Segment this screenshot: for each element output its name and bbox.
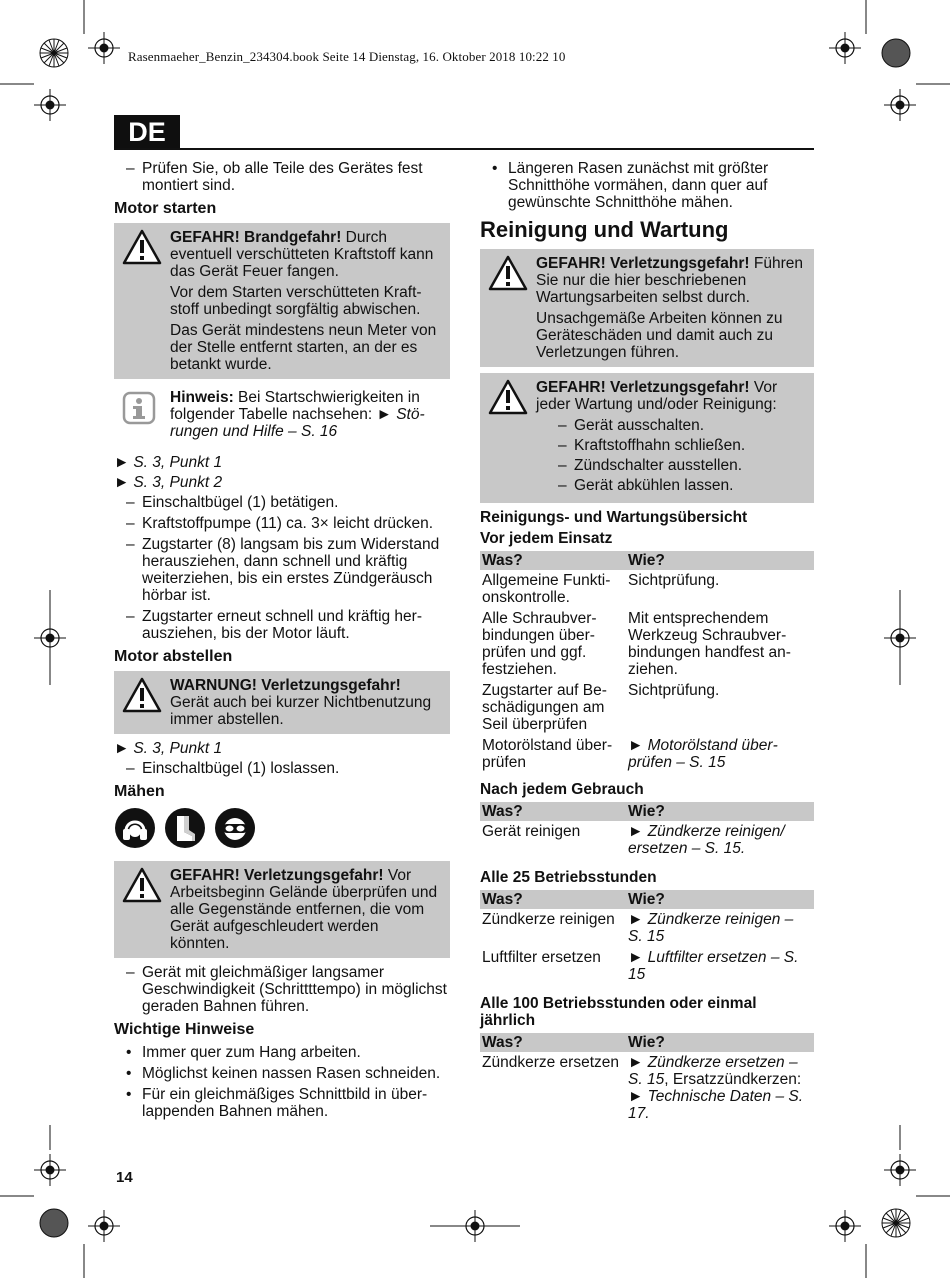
- ppe-icons: [114, 807, 450, 849]
- table-row: [480, 608, 814, 680]
- table-cell: Motorölstand überprüfen: [482, 737, 613, 771]
- warning-label: WARNUNG! Verletzungsgefahr!: [170, 677, 401, 694]
- safety-boots-icon: [164, 807, 206, 849]
- danger-text: Vor dem Starten verschütteten Kraftstoff unbedingt sorgfältig abwischen.: [170, 284, 422, 318]
- subheading-every-25-hours: Alle 25 Betriebsstunden: [480, 869, 657, 886]
- right-column: [480, 160, 814, 1128]
- column-header-how: Wie?: [626, 802, 814, 821]
- cross-reference-link[interactable]: Zündkerze reinigen/ ersetzen – S. 15.: [628, 823, 785, 857]
- cross-reference-link[interactable]: S. 3, Punkt 1: [133, 740, 223, 757]
- list-item: – Kraftstoffpumpe (11) ca. 3× leicht drücken.: [114, 515, 450, 532]
- list-item: – Einschaltbügel (1) betätigen.: [114, 494, 450, 511]
- table-cell: Zündkerze ersetzen: [482, 1054, 619, 1071]
- warning-triangle-icon: [122, 867, 162, 903]
- section-title: Reinigung und Wartung: [480, 217, 729, 242]
- table-cell-reference[interactable]: [626, 821, 814, 859]
- list-item: – Gerät ausschalten.: [546, 417, 806, 434]
- column-header-what: Was?: [480, 551, 626, 570]
- list-item: • Immer quer zum Hang arbeiten.: [114, 1044, 450, 1061]
- cross-reference-link[interactable]: Zündkerze reinigen – S. 15: [628, 911, 794, 945]
- list-item: – Gerät mit gleichmäßiger langsamer Geschwindigkeit (Schrittttempo) in möglichst geraden Bahnen führen.: [114, 964, 450, 1015]
- danger-text: Vor jeder Wartung und/oder Reinigung:: [536, 379, 778, 413]
- warning-triangle-icon: [122, 677, 162, 713]
- page-number: 14: [116, 1169, 133, 1186]
- hint-text: Bei Startschwierigkeiten in folgender Tabelle nachsehen:: [170, 389, 420, 423]
- table-row: [480, 735, 814, 773]
- danger-label: GEFAHR! Verletzungsgefahr!: [536, 379, 750, 396]
- reference-line: [114, 740, 450, 757]
- maintenance-table-before-use: [480, 551, 814, 773]
- info-icon: [122, 391, 156, 425]
- column-header-how: Wie?: [626, 1033, 814, 1052]
- ear-protection-icon: [114, 807, 156, 849]
- list-item: – Zündschalter ausstellen.: [546, 457, 806, 474]
- danger-label: GEFAHR! Verletzungsgefahr!: [536, 255, 750, 272]
- hint-box: [114, 385, 450, 446]
- list-item: • Für ein gleichmäßiges Schnittbild in überlappenden Bahnen mähen.: [114, 1086, 450, 1120]
- heading-motor-start: Motor starten: [114, 200, 217, 217]
- danger-text: Unsachgemäße Arbeiten können zu Geräteschäden und damit auch zu Verletzungen führen.: [536, 310, 783, 361]
- danger-label: GEFAHR! Verletzungsgefahr!: [170, 867, 384, 884]
- table-cell: Gerät reinigen: [482, 823, 581, 840]
- header-rule: [114, 148, 814, 150]
- table-row: [480, 570, 814, 608]
- column-header-what: Was?: [480, 802, 626, 821]
- list-item: • Möglichst keinen nassen Rasen schneiden.: [114, 1065, 450, 1082]
- arrow-icon: ►: [114, 474, 130, 491]
- table-row: [480, 680, 814, 735]
- arrow-icon: ►: [376, 406, 392, 423]
- arrow-icon: ►: [628, 823, 644, 840]
- arrow-icon: ►: [114, 740, 130, 757]
- heading-motor-stop: Motor abstellen: [114, 648, 233, 665]
- heading-mowing: Mähen: [114, 783, 165, 800]
- arrow-icon: ►: [628, 911, 644, 928]
- list-item: – Gerät abkühlen lassen.: [546, 477, 806, 494]
- danger-box-debris: [114, 861, 450, 958]
- reference-line: [114, 474, 450, 491]
- table-cell: Zugstarter auf Beschädigungen am Seil überprüfen: [482, 682, 607, 733]
- table-cell: Mit entsprechendem Werkzeug Schraubverbindungen handfest anziehen.: [628, 610, 791, 678]
- safety-goggles-icon: [214, 807, 256, 849]
- table-row: [480, 821, 814, 859]
- warning-triangle-icon: [488, 255, 528, 291]
- table-cell: Allgemeine Funktionskontrolle.: [482, 572, 611, 606]
- list-item: – Prüfen Sie, ob alle Teile des Gerätes fest montiert sind.: [114, 160, 450, 194]
- table-row: [480, 909, 814, 947]
- arrow-icon: ►: [628, 737, 644, 754]
- cross-reference-link[interactable]: S. 3, Punkt 1: [133, 454, 223, 471]
- table-cell-reference[interactable]: [626, 947, 814, 985]
- table-cell: Zündkerze reinigen: [482, 911, 615, 928]
- arrow-icon: ►: [628, 1088, 644, 1105]
- arrow-icon: ►: [628, 949, 644, 966]
- table-cell-text: , Ersatzzündkerzen:: [664, 1071, 802, 1088]
- table-cell-reference[interactable]: [626, 735, 814, 773]
- heading-important-notes: Wichtige Hinweise: [114, 1021, 255, 1038]
- danger-text: Das Gerät mindestens neun Meter von der Stelle entfernt starten, an der es betankt wurde.: [170, 322, 437, 373]
- maintenance-table-100-hours: [480, 1033, 814, 1124]
- language-tab: DE: [114, 115, 180, 150]
- overview-heading: Reinigungs- und Wartungsübersicht: [480, 509, 748, 526]
- warning-text: Gerät auch bei kurzer Nichtbenutzung immer abstellen.: [170, 694, 432, 728]
- maintenance-table-25-hours: [480, 890, 814, 985]
- table-cell: Alle Schraubverbindungen überprüfen und ggf. festziehen.: [482, 610, 597, 678]
- list-item: – Zugstarter erneut schnell und kräftig herausziehen, bis der Motor läuft.: [114, 608, 450, 642]
- cross-reference-link[interactable]: Motorölstand überprüfen – S. 15: [628, 737, 778, 771]
- danger-text: Durch eventuell verschütteten Kraftstoff kann das Gerät Feuer fangen.: [170, 229, 434, 280]
- list-item: – Kraftstoffhahn schließen.: [546, 437, 806, 454]
- hint-label: Hinweis:: [170, 389, 234, 406]
- table-row: [480, 947, 814, 985]
- danger-box-fire: [114, 223, 450, 379]
- table-cell: Luftfilter ersetzen: [482, 949, 601, 966]
- subheading-before-use: Vor jedem Einsatz: [480, 530, 613, 547]
- arrow-icon: ►: [114, 454, 130, 471]
- danger-box-maintenance: [480, 249, 814, 367]
- column-header-what: Was?: [480, 890, 626, 909]
- cross-reference-link[interactable]: S. 3, Punkt 2: [133, 474, 223, 491]
- column-header-how: Wie?: [626, 890, 814, 909]
- danger-label: GEFAHR! Brandgefahr!: [170, 229, 342, 246]
- danger-text: Vor Arbeitsbeginn Gelände überprüfen und alle Gegenstände entfernen, die vom Gerät aufgeschleudert werden könnten.: [170, 867, 438, 952]
- cross-reference-link[interactable]: Luftfilter ersetzen – S. 15: [628, 949, 799, 983]
- table-cell: Sichtprüfung.: [628, 682, 720, 699]
- table-cell: Sichtprüfung.: [628, 572, 720, 589]
- warning-triangle-icon: [488, 379, 528, 415]
- table-cell-reference[interactable]: [626, 909, 814, 947]
- maintenance-table-after-use: [480, 802, 814, 859]
- warning-triangle-icon: [122, 229, 162, 265]
- reference-line: [114, 454, 450, 471]
- table-header-row: [480, 802, 814, 821]
- danger-text: Führen Sie nur die hier beschriebenen Wartungsarbeiten selbst durch.: [536, 255, 804, 306]
- print-slug: Rasenmaeher_Benzin_234304.book Seite 14 Dienstag, 16. Oktober 2018 10:22 10: [128, 49, 566, 64]
- list-item: – Einschaltbügel (1) loslassen.: [114, 760, 450, 777]
- table-header-row: [480, 551, 814, 570]
- list-item: – Zugstarter (8) langsam bis zum Widerstand herausziehen, dann schnell und kräftig weiterziehen, bis ein erstes Zündgeräusch hörbar ist.: [114, 536, 450, 604]
- table-header-row: [480, 1033, 814, 1052]
- table-header-row: [480, 890, 814, 909]
- subheading-every-100-hours: Alle 100 Betriebsstunden oder einmal jährlich: [480, 995, 757, 1029]
- warning-box: [114, 671, 450, 734]
- danger-box-before-maintenance: [480, 373, 814, 503]
- table-cell-text: .: [645, 1105, 650, 1122]
- column-header-what: Was?: [480, 1033, 626, 1052]
- cross-reference-link[interactable]: Störungen und Hilfe – S. 16: [170, 406, 425, 440]
- list-item: • Längeren Rasen zunächst mit größter Schnitthöhe vormähen, dann quer auf gewünschte Schnitthöhe mähen.: [480, 160, 814, 211]
- subheading-after-use: Nach jedem Gebrauch: [480, 781, 644, 798]
- left-column: [114, 160, 450, 1124]
- arrow-icon: ►: [628, 1054, 644, 1071]
- column-header-how: Wie?: [626, 551, 814, 570]
- table-row: [480, 1052, 814, 1124]
- table-cell-reference[interactable]: [626, 1052, 814, 1124]
- cross-reference-link[interactable]: Zündkerze ersetzen – S. 15: [628, 1054, 798, 1088]
- cross-reference-link[interactable]: Technische Daten – S. 17: [628, 1088, 804, 1122]
